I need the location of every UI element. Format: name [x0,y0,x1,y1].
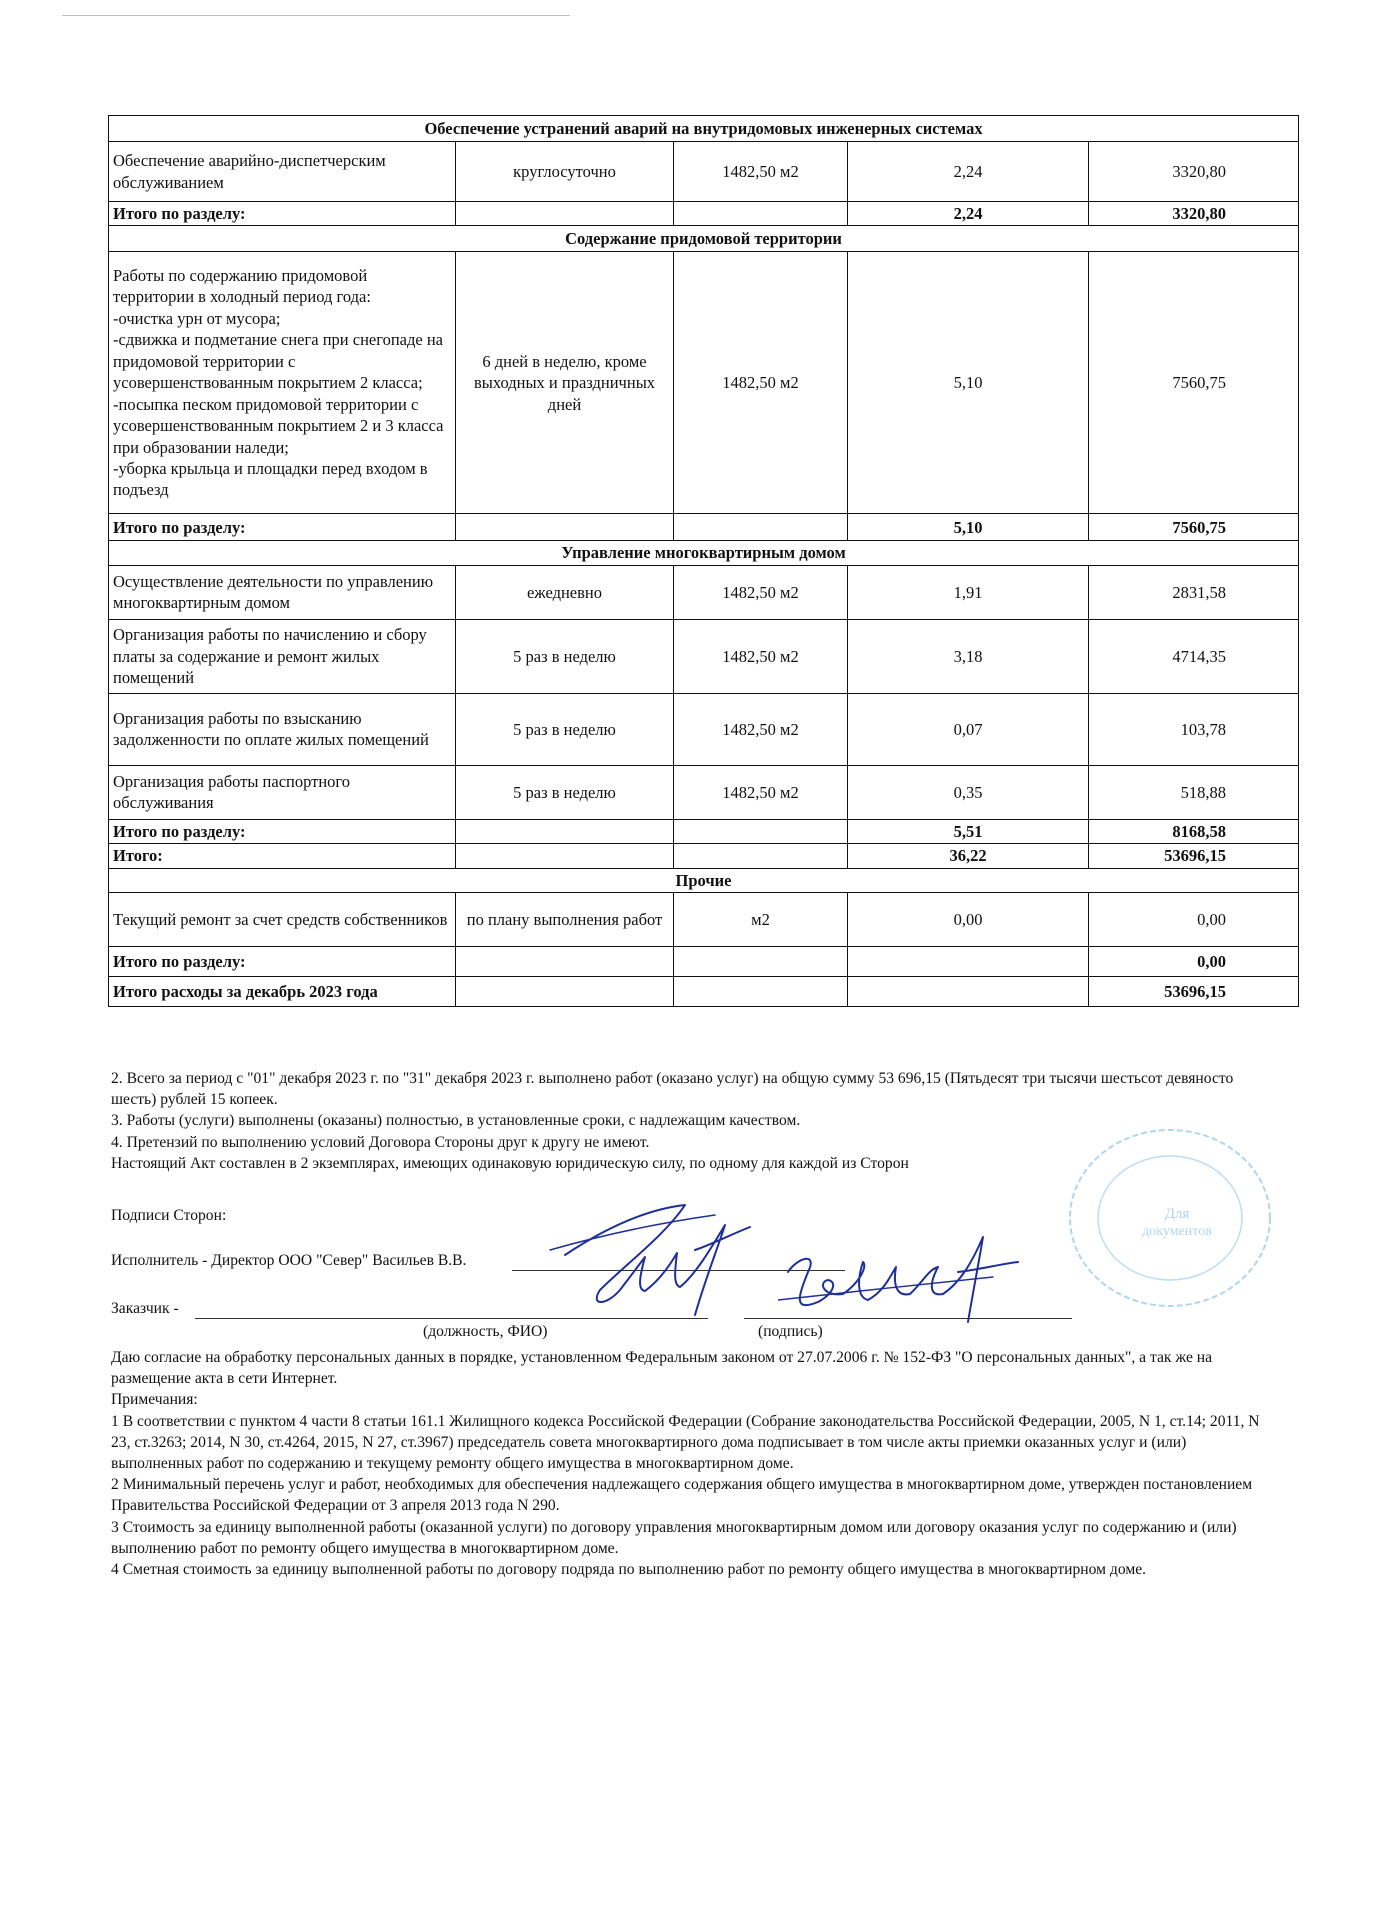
section-header [109,226,1299,252]
section-title: Управление многоквартирным домом [109,541,1299,565]
work-sum: 0,00 [1089,893,1299,947]
work-period: ежедневно [456,565,674,619]
work-rate: 0,00 [848,893,1089,947]
work-area: 1482,50 м2 [674,142,848,202]
work-period: по плану выполнения работ [456,893,674,947]
table-row [109,693,1299,765]
work-period: 5 раз в неделю [456,765,674,819]
section-total-row [109,202,1299,226]
work-name: Организация работы по взысканию задолженности по оплате жилых помещений [109,693,456,765]
work-period: 6 дней в неделю, кроме выходных и праздничных дней [456,252,674,514]
total-sum: 53696,15 [1089,977,1299,1007]
stamp-image [1052,1110,1282,1310]
work-line: -уборка крыльца и площадки перед входом в подъезд [113,458,428,500]
total-sum: 7560,75 [1089,514,1299,541]
work-rate: 1,91 [848,565,1089,619]
total-sum: 8168,58 [1089,819,1299,843]
note-item: 2 Минимальный перечень услуг и работ, необходимых для обеспечения надлежащего содержания общего имущества в многоквартирном доме, утвержден постановлением Правительства Российской Федерации от 3 апреля 2013 года N 290. [111,1476,1253,1515]
total-sum: 53696,15 [1089,844,1299,868]
paragraph-no-claims: 4. Претензий по выполнению условий Договора Стороны друг к другу не имеют. [111,1133,650,1151]
work-name: Обеспечение аварийно-диспетчерским обслуживанием [109,142,456,202]
consent-text: Даю согласие на обработку персональных данных в порядке, установленном Федеральным законом от 27.07.2006 г. № 152-ФЗ "О персональных данных", а так же на размещение акта в сети Интернет. [111,1349,1213,1388]
signatures-heading: Подписи Сторон: [111,1207,227,1224]
work-area: 1482,50 м2 [674,765,848,819]
work-area: 1482,50 м2 [674,565,848,619]
executor-signature-image [545,1195,775,1330]
work-line: -очистка урн от мусора; [113,308,281,328]
work-period: 5 раз в неделю [456,619,674,693]
services-table [108,115,1299,1007]
customer-signature-image [778,1222,1028,1332]
work-line: -посыпка песком придомовой территории с усовершенствованным покрытием 2 и 3 класса при образовании наледи; [113,394,444,457]
work-sum: 4714,35 [1089,619,1299,693]
work-line: Работы по содержанию придомовой территории в холодный период года: [113,266,371,307]
section-header [109,116,1299,142]
work-name: Организация работы по начислению и сбору платы за содержание и ремонт жилых помещений [109,619,456,693]
table-row [109,619,1299,693]
section-header [109,868,1299,892]
section-title: Содержание придомовой территории [109,226,1299,252]
work-sum: 518,88 [1089,765,1299,819]
svg-text:документов: документов [1142,1224,1212,1239]
paragraph-total-sum: 2. Всего за период с "01" декабря 2023 г. по "31" декабря 2023 г. выполнено работ (оказано услуг) на общую сумму 53 696,15 (Пятьдесят три тысячи шестьсот девяносто шесть) рублей 15 копеек. [111,1070,1234,1109]
customer-label: Заказчик - [111,1300,179,1317]
work-area: 1482,50 м2 [674,252,848,514]
grand-total-row [109,844,1299,868]
note-item: 3 Стоимость за единицу выполненной работы (оказанной услуги) по договору управления многоквартирным домом или договору оказания услуг по содержанию и (или) выполнению работ по ремонту общего имущества в многоквартирном доме. [111,1518,1237,1557]
caption-signature: (подпись) [758,1323,823,1340]
caption-position: (должность, ФИО) [423,1323,548,1340]
section-header [109,541,1299,565]
total-sum: 0,00 [1089,947,1299,977]
total-rate: 5,10 [848,514,1089,541]
work-name: Осуществление деятельности по управлению многоквартирным домом [109,565,456,619]
work-name [109,252,456,514]
note-item: 1 В соответствии с пунктом 4 части 8 статьи 161.1 Жилищного кодекса Российской Федерации (Собрание законодательства Российской Федерации, 2005, N 1, ст.14; 2011, N 23, ст.3263; 2014, N 30, ст.4264, 2015, N 27, ст.3967) председатель совета многоквартирного дома подписывает в том числе акты приемки оказанных услуг и (или) выполненных работ по содержанию и текущему ремонту общего имущества в многоквартирном доме. [111,1412,1260,1473]
total-label: Итого расходы за декабрь 2023 года [109,977,456,1007]
work-rate: 0,07 [848,693,1089,765]
work-area: м2 [674,893,848,947]
work-sum: 2831,58 [1089,565,1299,619]
work-sum: 3320,80 [1089,142,1299,202]
scan-top-line [62,15,570,16]
work-sum: 103,78 [1089,693,1299,765]
total-label: Итого по разделу: [109,202,456,226]
total-rate: 2,24 [848,202,1089,226]
expenses-total-row [109,977,1299,1007]
paragraph-copies: Настоящий Акт составлен в 2 экземплярах, имеющих одинаковую юридическую силу, по одному для каждой из Сторон [111,1154,909,1172]
note-item: 4 Сметная стоимость за единицу выполненной работы по договору подряда по выполнению работ по ремонту общего имущества в многоквартирном доме. [111,1561,1147,1579]
total-rate: 36,22 [848,844,1089,868]
work-period: 5 раз в неделю [456,693,674,765]
total-label: Итого: [109,844,456,868]
total-label: Итого по разделу: [109,947,456,977]
section-total-row [109,819,1299,843]
table-row [109,252,1299,514]
work-sum: 7560,75 [1089,252,1299,514]
total-label: Итого по разделу: [109,819,456,843]
total-label: Итого по разделу: [109,514,456,541]
section-total-row [109,947,1299,977]
notes-block [111,1347,1271,1580]
table-row [109,565,1299,619]
work-area: 1482,50 м2 [674,619,848,693]
section-total-row [109,514,1299,541]
table-row [109,142,1299,202]
work-rate: 2,24 [848,142,1089,202]
notes-heading: Примечания: [111,1391,198,1409]
work-area: 1482,50 м2 [674,693,848,765]
work-period: круглосуточно [456,142,674,202]
table-row [109,893,1299,947]
work-line: -сдвижка и подметание снега при снегопаде на придомовой территории с усовершенствованным покрытием 2 класса; [113,330,443,393]
executor-label: Исполнитель - Директор ООО "Север" Васильев В.В. [111,1252,467,1269]
table-row [109,765,1299,819]
section-title: Прочие [109,868,1299,892]
work-rate: 5,10 [848,252,1089,514]
section-title: Обеспечение устранений аварий на внутридомовых инженерных системах [109,116,1299,142]
paragraph-quality: 3. Работы (услуги) выполнены (оказаны) полностью, в установленные сроки, с надлежащим качеством. [111,1112,801,1130]
work-rate: 3,18 [848,619,1089,693]
work-name: Организация работы паспортного обслуживания [109,765,456,819]
svg-text:Для: Для [1164,1206,1190,1222]
work-name: Текущий ремонт за счет средств собственников [109,893,456,947]
total-sum: 3320,80 [1089,202,1299,226]
work-rate: 0,35 [848,765,1089,819]
total-rate: 5,51 [848,819,1089,843]
